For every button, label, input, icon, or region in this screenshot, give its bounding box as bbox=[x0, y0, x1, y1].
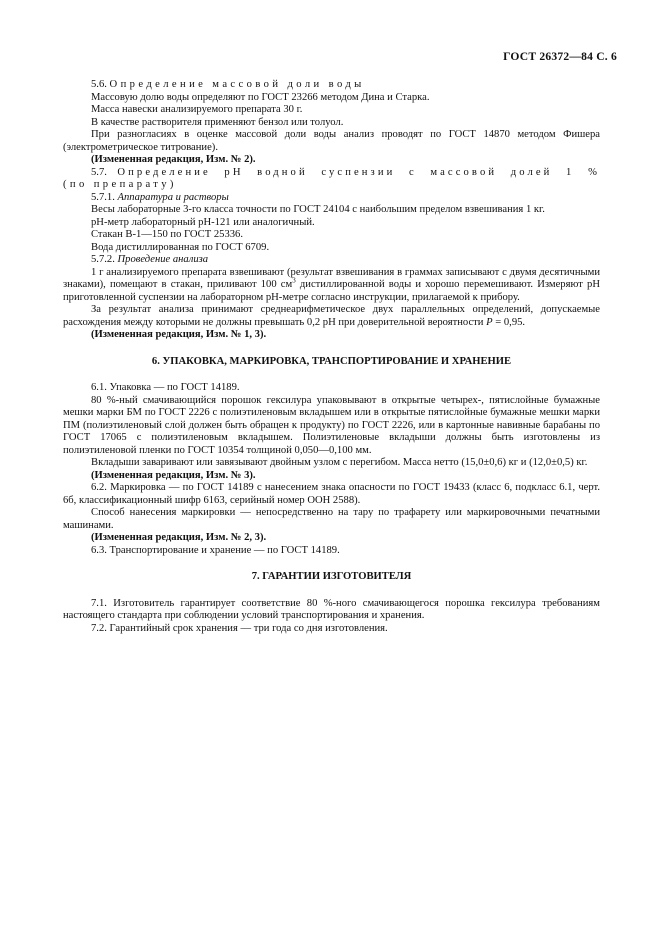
subsection-5-7-1-number: 5.7.1. bbox=[91, 191, 115, 203]
subsection-5-7-1-title: Аппаратура и растворы bbox=[117, 191, 229, 203]
spacer bbox=[63, 368, 600, 382]
spacer bbox=[63, 584, 600, 598]
amendment-note: (Измененная редакция, Изм. № 2). bbox=[91, 154, 256, 165]
amendment-note: (Измененная редакция, Изм. № 3). bbox=[91, 469, 256, 481]
section-5-6-number: 5.6. bbox=[91, 79, 107, 90]
page-header: ГОСТ 26372—84 С. 6 bbox=[503, 50, 617, 63]
spacer bbox=[63, 342, 600, 356]
text-run: 1 г анализируемого препарата взвешивают (результат взвешивания в граммах записывают с двумя десятичными знаками), помещают в стакан, приливают 100 см bbox=[63, 266, 600, 290]
section-6-heading: 6. УПАКОВКА, МАРКИРОВКА, ТРАНСПОРТИРОВАНИЕ И ХРАНЕНИЕ bbox=[151, 355, 512, 367]
subsection-5-7-2-heading bbox=[63, 254, 600, 267]
section-5-7-number: 5.7. bbox=[91, 166, 107, 178]
spacer bbox=[63, 557, 600, 571]
paragraph: Способ нанесения маркировки — непосредственно на тару по трафарету или маркировочными печатными машинами. bbox=[63, 507, 600, 531]
amendment-note: (Измененная редакция, Изм. № 1, 3). bbox=[91, 329, 267, 340]
variable: P bbox=[486, 316, 493, 328]
superscript: 3 bbox=[292, 276, 296, 285]
paragraph: Массовую долю воды определяют по ГОСТ 23266 методом Дина и Старка. bbox=[91, 91, 430, 103]
paragraph: Вкладыши заваривают или завязывают двойным узлом с перегибом. Масса нетто (15,0±0,6) кг и (12,0±0,5) кг. bbox=[91, 457, 588, 468]
subsection-5-7-2-title: Проведение анализа bbox=[117, 254, 209, 265]
subsection-5-7-1-heading bbox=[63, 192, 600, 205]
paragraph: При разногласиях в оценке массовой доли воды анализ проводят по ГОСТ 14870 методом Фишера (электрометрическое титрование). bbox=[63, 129, 600, 153]
amendment-note: (Измененная редакция, Изм. № 2, 3). bbox=[91, 532, 267, 543]
paragraph: В качестве растворителя применяют бензол или толуол. bbox=[91, 116, 344, 128]
paragraph: Весы лабораторные 3-го класса точности по ГОСТ 24104 с наибольшим пределом взвешивания 1 кг. bbox=[91, 204, 545, 215]
paragraph: Стакан В-1—150 по ГОСТ 25336. bbox=[91, 229, 243, 240]
section-5-7-title: Определение pH водной суспензии с массовой долей 1 % bbox=[117, 166, 600, 178]
paragraph bbox=[63, 304, 600, 329]
paragraph: Масса навески анализируемого препарата 30 г. bbox=[91, 104, 303, 115]
section-5-6-heading bbox=[63, 79, 600, 92]
subsection-5-7-2-number: 5.7.2. bbox=[91, 254, 115, 265]
section-5-7-title-cont: (по препарату) bbox=[63, 179, 177, 190]
paragraph: 6.1. Упаковка — по ГОСТ 14189. bbox=[91, 382, 240, 393]
text-run: = 0,95. bbox=[492, 316, 526, 328]
section-7-heading: 7. ГАРАНТИИ ИЗГОТОВИТЕЛЯ bbox=[251, 571, 412, 582]
section-5-6-title: Определение массовой доли воды bbox=[109, 79, 365, 90]
paragraph: 7.1. Изготовитель гарантирует соответствие 80 %-ного смачивающегося порошка гексилура требованиям настоящего стандарта при соблюдении условий транспортирования и хранения. bbox=[63, 597, 600, 621]
paragraph: 80 %-ный смачивающийся порошок гексилура упаковывают в открытые четырех-, пятислойные бумажные мешки марки БМ по ГОСТ 2226 с полиэтиленовым вкладышем или в открытые пятислойные бумажные мешки марки ПМ (полиэтиленовый слой должен быть обращен к продукту) по ГОСТ 2226, или в картонные навивные барабаны по ГОСТ 17065 с полиэтиленовым вкладышем. Полиэтиленовые вкладыши должны быть изготовлены из полиэтиленовой пленки по ГОСТ 10354 толщиной 0,050—0,100 мм. bbox=[63, 394, 600, 456]
text-run: За результат анализа принимают среднеарифметическое двух параллельных определений, допускаемые расхождения между которыми не должны превышать 0,2 pH при доверительной вероятности bbox=[63, 304, 600, 328]
paragraph: 6.2. Маркировка — по ГОСТ 14189 с нанесением знака опасности по ГОСТ 19433 (класс 6, подкласс 6.1, черт. 6б, классификационный шифр 6163, серийный номер ООН 2588). bbox=[63, 482, 600, 506]
paragraph: 7.2. Гарантийный срок хранения — три года со дня изготовления. bbox=[91, 622, 388, 634]
document-body bbox=[63, 79, 600, 635]
paragraph: Вода дистиллированная по ГОСТ 6709. bbox=[91, 241, 270, 253]
section-5-7-heading bbox=[63, 167, 600, 180]
paragraph: pH-метр лабораторный pH-121 или аналогичный. bbox=[91, 216, 315, 228]
paragraph: 6.3. Транспортирование и хранение — по ГОСТ 14189. bbox=[91, 544, 340, 556]
paragraph bbox=[63, 267, 600, 305]
text-run: дистиллированной воды и хорошо перемешивают. Измеряют pH приготовленной суспензии на лабораторном pH-метре согласно инструкции, прилагаемой к прибору. bbox=[63, 279, 600, 303]
